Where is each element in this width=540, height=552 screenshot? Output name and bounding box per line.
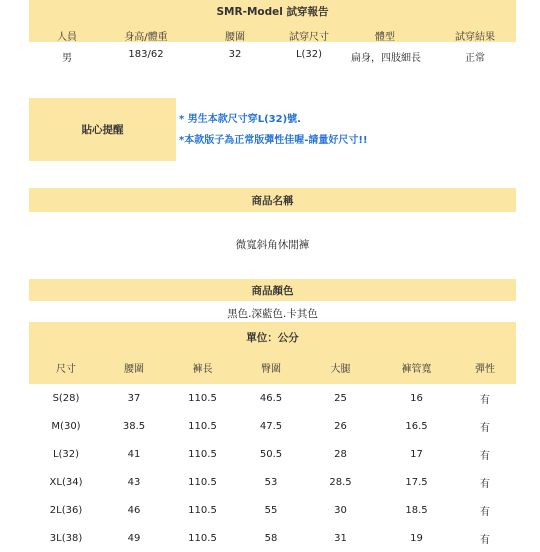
table-row [29, 384, 516, 412]
stretch-cell: 有 [480, 450, 490, 462]
size-header-length: 褲長 [192, 363, 213, 375]
hip-cell: 53 [264, 476, 278, 488]
thigh-cell: 26 [334, 420, 347, 432]
product-name-value: 微寬斜角休閒褲 [235, 239, 310, 251]
thigh-cell: 28 [334, 448, 347, 460]
table-row [29, 468, 516, 496]
try-on-value-body-type: 扁身，四肢細長 [351, 53, 421, 64]
size-unit-label: 單位：公分 [246, 332, 299, 344]
thigh-cell: 31 [334, 532, 347, 544]
waist-cell: 41 [127, 448, 141, 460]
size-table [29, 350, 516, 552]
stretch-cell: 有 [480, 422, 490, 434]
size-header-size: 尺寸 [56, 363, 76, 375]
hip-cell: 58 [264, 532, 278, 544]
hem-cell: 16 [410, 392, 423, 404]
stretch-cell: 有 [480, 394, 490, 406]
hip-cell: 47.5 [259, 420, 283, 432]
try-on-value-height-weight: 183/62 [128, 49, 164, 60]
size-cell: XL(34) [49, 476, 83, 488]
size-cell: 2L(36) [49, 504, 83, 516]
try-on-header-person: 人員 [57, 32, 77, 43]
stretch-cell: 有 [480, 534, 490, 546]
length-cell: 110.5 [188, 448, 217, 460]
length-cell: 110.5 [188, 532, 217, 544]
tips-line-1: * 男生本款尺寸穿L(32)號. [179, 114, 301, 125]
thigh-cell: 30 [334, 504, 347, 516]
table-row [29, 496, 516, 524]
size-table-header-row [29, 350, 516, 384]
thigh-cell: 25 [334, 392, 347, 404]
hip-cell: 46.5 [259, 392, 283, 404]
try-on-header-size: 試穿尺寸 [289, 32, 329, 43]
stretch-cell: 有 [480, 478, 490, 490]
size-cell: M(30) [51, 420, 81, 432]
hem-cell: 19 [410, 532, 423, 544]
try-on-value-person: 男 [62, 53, 72, 64]
size-cell: L(32) [52, 448, 80, 460]
hem-cell: 16.5 [405, 420, 428, 432]
size-cell: S(28) [52, 392, 80, 404]
table-row [29, 524, 516, 552]
try-on-header-body-type: 體型 [375, 32, 395, 43]
length-cell: 110.5 [188, 420, 217, 432]
length-cell: 110.5 [188, 504, 217, 516]
try-on-header-height-weight: 身高/體重 [124, 32, 168, 43]
hip-cell: 55 [264, 504, 278, 516]
size-header-hip: 臀圍 [261, 363, 281, 375]
size-header-waist: 腰圍 [124, 363, 144, 375]
try-on-header-waist: 腰圍 [225, 32, 245, 43]
tips-line-2: *本款版子為正常版彈性佳喔-請量好尺寸!! [179, 135, 368, 146]
thigh-cell: 28.5 [329, 476, 352, 488]
hem-cell: 17 [410, 448, 423, 460]
product-color-value: 黑色.深藍色.卡其色 [227, 308, 318, 320]
try-on-value-size: L(32) [295, 49, 323, 60]
table-row [29, 412, 516, 440]
length-cell: 110.5 [188, 392, 217, 404]
waist-cell: 46 [127, 504, 141, 516]
try-on-title: SMR-Model 試穿報告 [216, 6, 329, 18]
try-on-header-result: 試穿結果 [455, 32, 495, 43]
waist-cell: 38.5 [122, 420, 146, 432]
waist-cell: 49 [127, 532, 141, 544]
product-color-label: 商品顏色 [251, 285, 294, 297]
try-on-value-waist: 32 [228, 49, 242, 60]
length-cell: 110.5 [188, 476, 217, 488]
size-header-thigh: 大腿 [330, 363, 351, 375]
hip-cell: 50.5 [259, 448, 283, 460]
try-on-value-result: 正常 [465, 53, 485, 64]
size-header-hem: 褲管寬 [401, 363, 432, 375]
hem-cell: 17.5 [405, 476, 428, 488]
waist-cell: 43 [127, 476, 141, 488]
table-row [29, 440, 516, 468]
size-header-stretch: 彈性 [475, 363, 495, 375]
waist-cell: 37 [127, 392, 141, 404]
tips-label: 貼心提醒 [81, 124, 124, 136]
size-cell: 3L(38) [49, 532, 83, 544]
stretch-cell: 有 [480, 506, 490, 518]
hem-cell: 18.5 [405, 504, 428, 516]
product-name-label: 商品名稱 [251, 195, 294, 207]
